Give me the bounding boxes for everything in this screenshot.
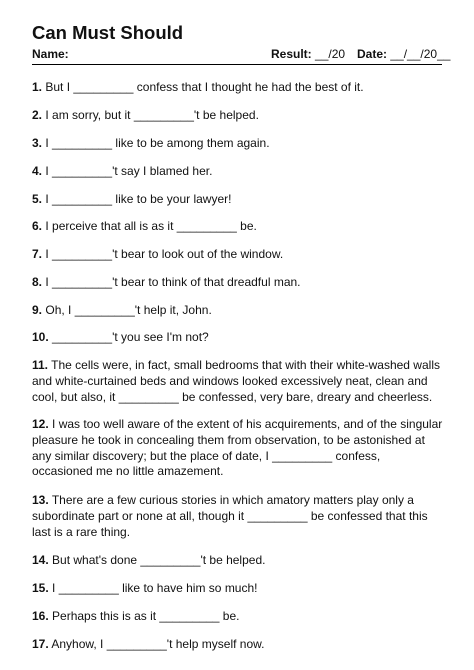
question-item [32,358,444,405]
question-item [32,553,444,569]
question-text: I _________'t bear to think of that dreadful man. [45,275,301,289]
question-number: 3. [32,136,43,150]
question-number: 4. [32,164,43,178]
result-label: Result: [271,47,312,61]
question-text: The cells were, in fact, small bedrooms that with their white-washed walls and white-curtained beds and windows looked excessively neat, clean and cool, but also, it _________ be confessed, very bare, dreary and cheerless. [32,358,440,404]
question-text: I _________ like to be your lawyer! [45,192,232,206]
question-number: 1. [32,80,43,94]
question-text: _________'t you see I'm not? [52,330,209,344]
question-text: There are a few curious stories in which amatory matters play only a subordinate part or none at all, though it _________ be confessed that this last is a rare thing. [32,493,428,539]
question-item [32,303,444,319]
question-item [32,330,444,346]
date-label: Date: [357,47,388,61]
date-value: __/__/20__ [390,47,451,61]
name-label: Name: [32,47,69,61]
question-item [32,275,444,291]
question-text: Anyhow, I _________'t help myself now. [51,637,265,651]
question-number: 7. [32,247,43,261]
question-text: But what's done _________'t be helped. [52,553,266,567]
question-item [32,609,444,625]
question-text: I _________ like to have him so much! [52,581,258,595]
header-divider [32,64,442,65]
question-number: 6. [32,219,43,233]
question-text: I _________'t bear to look out of the window. [45,247,284,261]
question-number: 13. [32,493,49,507]
question-number: 8. [32,275,43,289]
question-number: 2. [32,108,43,122]
question-number: 16. [32,609,49,623]
question-item [32,80,444,96]
name-field [32,47,69,62]
result-value: __/20 [315,47,346,61]
question-number: 5. [32,192,43,206]
question-number: 10. [32,330,49,344]
question-number: 9. [32,303,43,317]
question-item [32,581,444,597]
question-text: I _________'t say I blamed her. [45,164,213,178]
question-text: I was too well aware of the extent of his acquirements, and of the singular pleasure he took in concealing them from observation, to be astonished at any similar discovery; but the place of date, I _________ confess, occasioned me no little amazement. [32,417,443,479]
question-number: 11. [32,358,49,372]
question-number: 12. [32,417,49,431]
question-item [32,417,444,480]
worksheet-title: Can Must Should [32,22,184,43]
question-text: Perhaps this is as it _________ be. [52,609,240,623]
question-item [32,192,444,208]
question-item [32,136,444,152]
question-item [32,219,444,235]
question-number: 15. [32,581,49,595]
question-item [32,247,444,263]
date-field [357,47,450,62]
question-item [32,164,444,180]
question-number: 17. [32,637,49,651]
result-field [271,47,345,62]
question-text: But I _________ confess that I thought he had the best of it. [45,80,364,94]
question-item [32,637,444,653]
question-item [32,108,444,124]
question-number: 14. [32,553,49,567]
question-text: Oh, I _________'t help it, John. [45,303,212,317]
question-item [32,493,444,540]
question-text: I _________ like to be among them again. [45,136,270,150]
question-text: I am sorry, but it _________'t be helped. [45,108,259,122]
question-text: I perceive that all is as it _________ be. [45,219,257,233]
